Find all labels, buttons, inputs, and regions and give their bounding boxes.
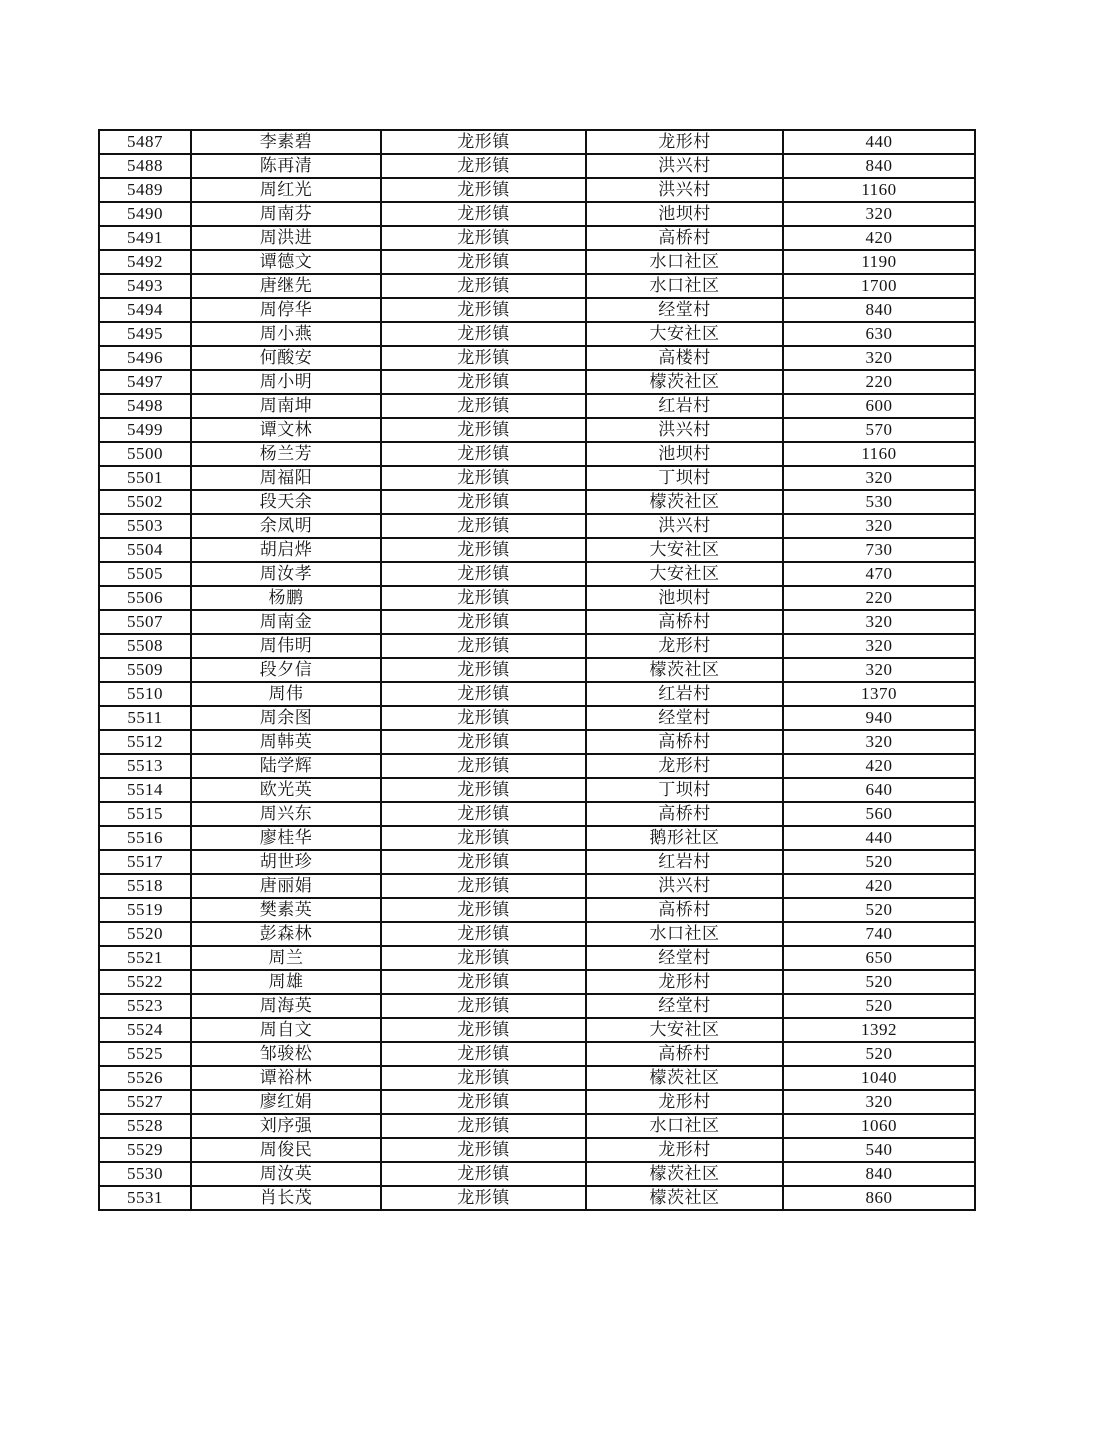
cell-id: 5508 [99, 634, 191, 658]
cell-id: 5516 [99, 826, 191, 850]
cell-town: 龙形镇 [381, 1090, 586, 1114]
cell-name: 樊素英 [191, 898, 381, 922]
cell-amount: 840 [783, 298, 975, 322]
cell-village: 檬茨社区 [586, 1186, 783, 1210]
cell-village: 檬茨社区 [586, 490, 783, 514]
cell-id: 5489 [99, 178, 191, 202]
cell-id: 5510 [99, 682, 191, 706]
table-row [99, 322, 975, 346]
table-row [99, 490, 975, 514]
cell-id: 5512 [99, 730, 191, 754]
cell-town: 龙形镇 [381, 394, 586, 418]
cell-village: 檬茨社区 [586, 658, 783, 682]
cell-id: 5498 [99, 394, 191, 418]
cell-town: 龙形镇 [381, 1138, 586, 1162]
cell-id: 5490 [99, 202, 191, 226]
cell-amount: 320 [783, 202, 975, 226]
cell-village: 池坝村 [586, 202, 783, 226]
table-row [99, 370, 975, 394]
cell-village: 高桥村 [586, 610, 783, 634]
cell-amount: 530 [783, 490, 975, 514]
table-row [99, 1138, 975, 1162]
cell-village: 池坝村 [586, 442, 783, 466]
cell-id: 5492 [99, 250, 191, 274]
cell-id: 5493 [99, 274, 191, 298]
cell-id: 5488 [99, 154, 191, 178]
cell-id: 5525 [99, 1042, 191, 1066]
cell-name: 欧光英 [191, 778, 381, 802]
cell-amount: 1060 [783, 1114, 975, 1138]
cell-amount: 220 [783, 586, 975, 610]
cell-name: 周自文 [191, 1018, 381, 1042]
table-row [99, 850, 975, 874]
cell-village: 龙形村 [586, 1138, 783, 1162]
table-row [99, 154, 975, 178]
cell-name: 廖红娟 [191, 1090, 381, 1114]
cell-town: 龙形镇 [381, 634, 586, 658]
cell-name: 周南芬 [191, 202, 381, 226]
cell-name: 周停华 [191, 298, 381, 322]
table-row [99, 250, 975, 274]
cell-id: 5504 [99, 538, 191, 562]
table-row [99, 994, 975, 1018]
cell-village: 洪兴村 [586, 178, 783, 202]
cell-town: 龙形镇 [381, 154, 586, 178]
cell-name: 杨鹏 [191, 586, 381, 610]
cell-village: 红岩村 [586, 682, 783, 706]
cell-id: 5511 [99, 706, 191, 730]
cell-village: 大安社区 [586, 538, 783, 562]
cell-town: 龙形镇 [381, 322, 586, 346]
cell-amount: 320 [783, 658, 975, 682]
table-row [99, 1186, 975, 1210]
cell-town: 龙形镇 [381, 802, 586, 826]
cell-village: 水口社区 [586, 250, 783, 274]
cell-amount: 470 [783, 562, 975, 586]
cell-amount: 1160 [783, 442, 975, 466]
cell-id: 5526 [99, 1066, 191, 1090]
cell-id: 5505 [99, 562, 191, 586]
cell-id: 5522 [99, 970, 191, 994]
cell-town: 龙形镇 [381, 778, 586, 802]
table-row [99, 130, 975, 154]
table-row [99, 1018, 975, 1042]
cell-village: 洪兴村 [586, 514, 783, 538]
cell-amount: 320 [783, 466, 975, 490]
table-row [99, 466, 975, 490]
cell-village: 高楼村 [586, 346, 783, 370]
cell-town: 龙形镇 [381, 586, 586, 610]
cell-village: 经堂村 [586, 946, 783, 970]
cell-name: 何酸安 [191, 346, 381, 370]
cell-town: 龙形镇 [381, 370, 586, 394]
cell-amount: 1370 [783, 682, 975, 706]
cell-name: 周小明 [191, 370, 381, 394]
cell-amount: 320 [783, 730, 975, 754]
cell-amount: 320 [783, 634, 975, 658]
cell-amount: 1040 [783, 1066, 975, 1090]
cell-amount: 320 [783, 610, 975, 634]
cell-name: 周洪进 [191, 226, 381, 250]
cell-amount: 840 [783, 154, 975, 178]
cell-town: 龙形镇 [381, 826, 586, 850]
cell-name: 周海英 [191, 994, 381, 1018]
cell-name: 周韩英 [191, 730, 381, 754]
cell-town: 龙形镇 [381, 898, 586, 922]
cell-name: 胡启烨 [191, 538, 381, 562]
cell-name: 邹骏松 [191, 1042, 381, 1066]
cell-name: 余凤明 [191, 514, 381, 538]
cell-id: 5528 [99, 1114, 191, 1138]
cell-town: 龙形镇 [381, 442, 586, 466]
table-row [99, 970, 975, 994]
cell-name: 周雄 [191, 970, 381, 994]
cell-amount: 440 [783, 826, 975, 850]
cell-name: 陆学辉 [191, 754, 381, 778]
table-row [99, 610, 975, 634]
cell-name: 周兰 [191, 946, 381, 970]
cell-name: 段天余 [191, 490, 381, 514]
cell-village: 高桥村 [586, 802, 783, 826]
cell-village: 龙形村 [586, 1090, 783, 1114]
table-row [99, 346, 975, 370]
cell-id: 5520 [99, 922, 191, 946]
cell-amount: 1392 [783, 1018, 975, 1042]
cell-name: 陈再清 [191, 154, 381, 178]
cell-id: 5509 [99, 658, 191, 682]
cell-name: 唐继先 [191, 274, 381, 298]
cell-name: 廖桂华 [191, 826, 381, 850]
cell-village: 高桥村 [586, 898, 783, 922]
cell-id: 5503 [99, 514, 191, 538]
cell-town: 龙形镇 [381, 1186, 586, 1210]
cell-id: 5531 [99, 1186, 191, 1210]
cell-village: 高桥村 [586, 226, 783, 250]
cell-town: 龙形镇 [381, 610, 586, 634]
cell-amount: 320 [783, 346, 975, 370]
cell-amount: 540 [783, 1138, 975, 1162]
cell-town: 龙形镇 [381, 490, 586, 514]
cell-amount: 520 [783, 970, 975, 994]
cell-amount: 630 [783, 322, 975, 346]
cell-amount: 420 [783, 226, 975, 250]
cell-amount: 420 [783, 874, 975, 898]
cell-name: 谭德文 [191, 250, 381, 274]
cell-amount: 1160 [783, 178, 975, 202]
cell-amount: 520 [783, 898, 975, 922]
records-table [98, 129, 976, 1211]
cell-id: 5507 [99, 610, 191, 634]
cell-town: 龙形镇 [381, 178, 586, 202]
table-row [99, 802, 975, 826]
cell-name: 杨兰芳 [191, 442, 381, 466]
cell-id: 5487 [99, 130, 191, 154]
cell-town: 龙形镇 [381, 730, 586, 754]
cell-name: 胡世珍 [191, 850, 381, 874]
table-row [99, 418, 975, 442]
cell-town: 龙形镇 [381, 1066, 586, 1090]
cell-name: 刘序强 [191, 1114, 381, 1138]
cell-town: 龙形镇 [381, 298, 586, 322]
cell-name: 段夕信 [191, 658, 381, 682]
cell-village: 丁坝村 [586, 778, 783, 802]
cell-name: 周南金 [191, 610, 381, 634]
cell-town: 龙形镇 [381, 970, 586, 994]
cell-amount: 600 [783, 394, 975, 418]
cell-id: 5496 [99, 346, 191, 370]
cell-id: 5513 [99, 754, 191, 778]
table-row [99, 1066, 975, 1090]
table-row [99, 634, 975, 658]
cell-town: 龙形镇 [381, 754, 586, 778]
cell-amount: 640 [783, 778, 975, 802]
cell-village: 水口社区 [586, 1114, 783, 1138]
cell-name: 彭森林 [191, 922, 381, 946]
table-row [99, 298, 975, 322]
cell-village: 高桥村 [586, 1042, 783, 1066]
cell-town: 龙形镇 [381, 250, 586, 274]
table-row [99, 922, 975, 946]
cell-village: 檬茨社区 [586, 1066, 783, 1090]
cell-village: 大安社区 [586, 322, 783, 346]
cell-id: 5529 [99, 1138, 191, 1162]
cell-id: 5506 [99, 586, 191, 610]
table-row [99, 1114, 975, 1138]
cell-amount: 220 [783, 370, 975, 394]
cell-amount: 940 [783, 706, 975, 730]
table-row [99, 178, 975, 202]
table-row [99, 538, 975, 562]
table-row [99, 226, 975, 250]
cell-id: 5500 [99, 442, 191, 466]
cell-village: 檬茨社区 [586, 1162, 783, 1186]
table-row [99, 946, 975, 970]
cell-id: 5491 [99, 226, 191, 250]
cell-id: 5502 [99, 490, 191, 514]
table-row [99, 1042, 975, 1066]
table-row [99, 394, 975, 418]
cell-town: 龙形镇 [381, 682, 586, 706]
cell-town: 龙形镇 [381, 130, 586, 154]
cell-name: 周小燕 [191, 322, 381, 346]
cell-town: 龙形镇 [381, 346, 586, 370]
table-row [99, 658, 975, 682]
cell-amount: 520 [783, 1042, 975, 1066]
cell-amount: 440 [783, 130, 975, 154]
cell-amount: 840 [783, 1162, 975, 1186]
cell-id: 5527 [99, 1090, 191, 1114]
cell-id: 5495 [99, 322, 191, 346]
cell-name: 李素碧 [191, 130, 381, 154]
cell-village: 鹅形社区 [586, 826, 783, 850]
cell-amount: 570 [783, 418, 975, 442]
cell-amount: 520 [783, 850, 975, 874]
cell-amount: 320 [783, 514, 975, 538]
cell-id: 5499 [99, 418, 191, 442]
cell-town: 龙形镇 [381, 1042, 586, 1066]
cell-id: 5514 [99, 778, 191, 802]
cell-amount: 560 [783, 802, 975, 826]
cell-village: 龙形村 [586, 634, 783, 658]
table-row [99, 562, 975, 586]
cell-name: 周汝孝 [191, 562, 381, 586]
cell-town: 龙形镇 [381, 226, 586, 250]
cell-id: 5517 [99, 850, 191, 874]
cell-id: 5519 [99, 898, 191, 922]
table-row [99, 442, 975, 466]
cell-town: 龙形镇 [381, 922, 586, 946]
cell-amount: 520 [783, 994, 975, 1018]
cell-name: 周汝英 [191, 1162, 381, 1186]
cell-village: 大安社区 [586, 562, 783, 586]
cell-town: 龙形镇 [381, 514, 586, 538]
table-row [99, 1162, 975, 1186]
table-row [99, 874, 975, 898]
cell-amount: 860 [783, 1186, 975, 1210]
cell-name: 周福阳 [191, 466, 381, 490]
cell-town: 龙形镇 [381, 418, 586, 442]
cell-village: 水口社区 [586, 274, 783, 298]
cell-town: 龙形镇 [381, 706, 586, 730]
cell-village: 洪兴村 [586, 418, 783, 442]
table-row [99, 778, 975, 802]
cell-village: 经堂村 [586, 298, 783, 322]
cell-id: 5515 [99, 802, 191, 826]
cell-amount: 650 [783, 946, 975, 970]
cell-town: 龙形镇 [381, 874, 586, 898]
cell-town: 龙形镇 [381, 850, 586, 874]
cell-town: 龙形镇 [381, 202, 586, 226]
cell-town: 龙形镇 [381, 1162, 586, 1186]
cell-name: 谭裕林 [191, 1066, 381, 1090]
cell-id: 5494 [99, 298, 191, 322]
cell-amount: 1190 [783, 250, 975, 274]
cell-amount: 320 [783, 1090, 975, 1114]
table-row [99, 898, 975, 922]
cell-id: 5524 [99, 1018, 191, 1042]
cell-name: 周伟 [191, 682, 381, 706]
cell-id: 5518 [99, 874, 191, 898]
cell-id: 5521 [99, 946, 191, 970]
table-row [99, 586, 975, 610]
cell-town: 龙形镇 [381, 1114, 586, 1138]
cell-name: 周俊民 [191, 1138, 381, 1162]
table-row [99, 826, 975, 850]
cell-town: 龙形镇 [381, 562, 586, 586]
cell-name: 唐丽娟 [191, 874, 381, 898]
cell-village: 高桥村 [586, 730, 783, 754]
table-row [99, 706, 975, 730]
cell-village: 龙形村 [586, 754, 783, 778]
table-row [99, 730, 975, 754]
cell-name: 谭文林 [191, 418, 381, 442]
table-row [99, 202, 975, 226]
cell-name: 周兴东 [191, 802, 381, 826]
cell-village: 池坝村 [586, 586, 783, 610]
cell-amount: 730 [783, 538, 975, 562]
cell-amount: 740 [783, 922, 975, 946]
cell-amount: 1700 [783, 274, 975, 298]
table-row [99, 682, 975, 706]
cell-name: 周伟明 [191, 634, 381, 658]
cell-name: 周红光 [191, 178, 381, 202]
cell-village: 丁坝村 [586, 466, 783, 490]
cell-amount: 420 [783, 754, 975, 778]
cell-id: 5501 [99, 466, 191, 490]
cell-name: 周余图 [191, 706, 381, 730]
table-row [99, 1090, 975, 1114]
cell-village: 经堂村 [586, 706, 783, 730]
cell-village: 红岩村 [586, 850, 783, 874]
cell-town: 龙形镇 [381, 274, 586, 298]
table-body [99, 130, 975, 1210]
cell-village: 经堂村 [586, 994, 783, 1018]
cell-village: 水口社区 [586, 922, 783, 946]
cell-village: 大安社区 [586, 1018, 783, 1042]
cell-town: 龙形镇 [381, 994, 586, 1018]
cell-town: 龙形镇 [381, 466, 586, 490]
cell-village: 洪兴村 [586, 154, 783, 178]
cell-id: 5530 [99, 1162, 191, 1186]
cell-village: 龙形村 [586, 130, 783, 154]
cell-town: 龙形镇 [381, 946, 586, 970]
table-row [99, 514, 975, 538]
table-row [99, 274, 975, 298]
cell-village: 龙形村 [586, 970, 783, 994]
table-row [99, 754, 975, 778]
cell-village: 檬茨社区 [586, 370, 783, 394]
cell-town: 龙形镇 [381, 658, 586, 682]
cell-id: 5497 [99, 370, 191, 394]
cell-name: 肖长茂 [191, 1186, 381, 1210]
cell-village: 红岩村 [586, 394, 783, 418]
cell-town: 龙形镇 [381, 1018, 586, 1042]
cell-name: 周南坤 [191, 394, 381, 418]
cell-town: 龙形镇 [381, 538, 586, 562]
cell-id: 5523 [99, 994, 191, 1018]
cell-village: 洪兴村 [586, 874, 783, 898]
